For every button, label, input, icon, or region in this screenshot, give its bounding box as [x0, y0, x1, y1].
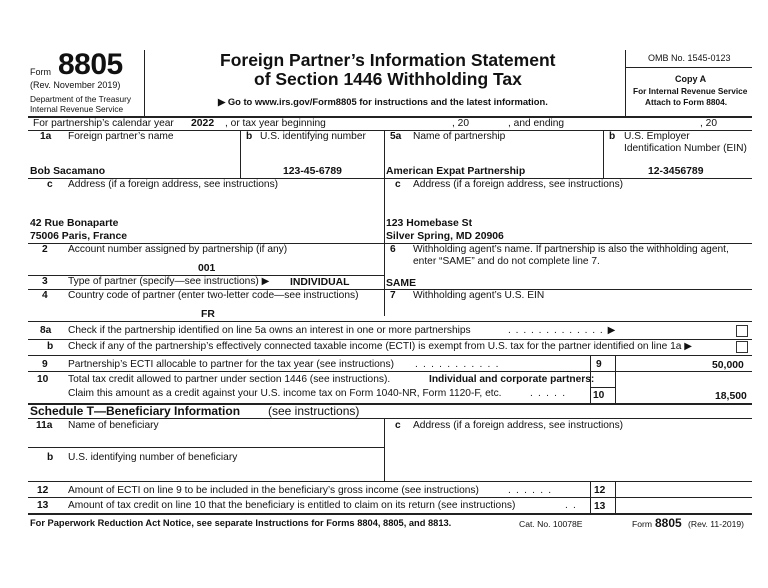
line-8a-checkbox[interactable] [736, 325, 748, 337]
department-line2: Internal Revenue Service [30, 104, 124, 114]
line-5c-label: Address (if a foreign address, see instructions) [413, 179, 624, 190]
line-9-box-number: 9 [596, 359, 602, 370]
tax-year-beginning: , or tax year beginning [225, 118, 326, 129]
line-6-number: 6 [390, 244, 396, 255]
partner-name-value[interactable]: Bob Sacamano [30, 166, 106, 177]
omb-number: OMB No. 1545-0123 [648, 53, 731, 63]
partnership-address-line2[interactable]: Silver Spring, MD 20906 [386, 231, 504, 242]
line-9-number: 9 [42, 359, 48, 370]
department-line1: Department of the Treasury [30, 94, 131, 104]
form-title-line2: of Section 1446 Withholding Tax [254, 69, 522, 89]
line-4-label: Country code of partner (enter two-letter code—see instructions) [68, 290, 359, 301]
line-12-dots: . . . . . . [508, 485, 553, 496]
form-revision: (Rev. November 2019) [30, 80, 121, 90]
partner-tin-value[interactable]: 123-45-6789 [283, 166, 342, 177]
line-10-label-b: Individual and corporate partners: [429, 374, 595, 385]
line-3-number: 3 [42, 276, 48, 287]
account-number-value[interactable]: 001 [198, 263, 216, 274]
line-12-number: 12 [37, 485, 49, 496]
line-1b-label: U.S. identifying number [260, 131, 366, 142]
line-8b-checkbox[interactable] [736, 341, 748, 353]
line-11c-number: c [395, 420, 401, 431]
line-11a-label: Name of beneficiary [68, 420, 159, 431]
partnership-name-value[interactable]: American Expat Partnership [386, 166, 526, 177]
line-1a-label: Foreign partner’s name [68, 131, 174, 142]
line-10-box-number: 10 [593, 390, 605, 401]
country-code-value[interactable]: FR [201, 309, 215, 320]
line-10-label2: Claim this amount as a credit against your U.S. income tax on Form 1040-NR, Form 1120-F, etc. [68, 388, 502, 399]
line-8a-label: Check if the partnership identified on line 5a owns an interest in one or more partnerships [68, 325, 471, 336]
line-11b-number: b [47, 452, 54, 463]
form-title-line1: Foreign Partner’s Information Statement [220, 50, 556, 70]
paperwork-notice: For Paperwork Reduction Act Notice, see separate Instructions for Forms 8804, 8805, and 8813. [30, 518, 452, 528]
line-11b-label: U.S. identifying number of beneficiary [68, 452, 238, 463]
line-7-number: 7 [390, 290, 396, 301]
tax-year-label: For partnership’s calendar year [33, 118, 174, 129]
line-5a-number: 5a [390, 131, 402, 142]
partner-type-value[interactable]: INDIVIDUAL [290, 277, 350, 288]
line-7-label: Withholding agent’s U.S. EIN [413, 290, 545, 301]
line-6-label2: enter “SAME” and do not complete line 7. [413, 256, 600, 267]
line-8b-label: Check if any of the partnership’s effectively connected taxable income (ECTI) is exempt from U.S. tax for the partner identified on line 1a ▶ [68, 341, 693, 352]
line-8a-number: 8a [40, 325, 52, 336]
line-13-box-number: 13 [594, 501, 606, 512]
form-word: Form [30, 67, 51, 77]
line-8b-number: b [47, 341, 54, 352]
copy-sub2: Attach to Form 8804. [645, 97, 728, 107]
form-number: 8805 [58, 48, 123, 81]
footer-form-number: 8805 [655, 516, 682, 530]
line-9-label: Partnership’s ECTI allocable to partner for the tax year (see instructions) [68, 359, 394, 370]
line-5b-label1: U.S. Employer [624, 131, 690, 142]
line-10-number: 10 [37, 374, 49, 385]
tax-year-value[interactable]: 2022 [191, 118, 215, 129]
schedule-t-title-sub: (see instructions) [268, 404, 360, 418]
line-11a-number: 11a [36, 420, 53, 431]
line-1a-number: 1a [40, 131, 52, 142]
catalog-number: Cat. No. 10078E [519, 519, 583, 529]
schedule-t-title: Schedule T—Beneficiary Information [30, 404, 241, 418]
line-9-dots: . . . . . . . . . . . [415, 359, 500, 370]
line-1c-label: Address (if a foreign address, see instructions) [68, 179, 279, 190]
tax-credit-value[interactable]: 18,500 [715, 391, 747, 402]
line-12-box-number: 12 [594, 485, 606, 496]
line-12-label: Amount of ECTI on line 9 to be included in the beneficiary’s gross income (see instructions) [68, 485, 479, 496]
line-13-dots: . . [565, 500, 578, 511]
line-10-label-a: Total tax credit allowed to partner under section 1446 (see instructions). [68, 374, 391, 385]
line-11c-label: Address (if a foreign address, see instructions) [413, 420, 624, 431]
partnership-address-line1[interactable]: 123 Homebase St [386, 218, 473, 229]
footer-revision: (Rev. 11-2019) [688, 519, 745, 529]
line-5b-label2: Identification Number (EIN) [624, 143, 747, 154]
line-5c-number: c [395, 179, 401, 190]
line-6-label1: Withholding agent’s name. If partnership is also the withholding agent, [413, 244, 729, 255]
partner-address-line1[interactable]: 42 Rue Bonaparte [30, 218, 119, 229]
line-2-label: Account number assigned by partnership (if any) [68, 244, 288, 255]
line-13-number: 13 [37, 500, 49, 511]
copy-sub1: For Internal Revenue Service [633, 86, 748, 96]
line-4-number: 4 [42, 290, 48, 301]
partnership-ein-value[interactable]: 12-3456789 [648, 166, 704, 177]
line-5a-label: Name of partnership [413, 131, 506, 142]
line-10-dots: . . . . . [530, 388, 567, 399]
line-1c-number: c [47, 179, 53, 190]
tax-year-comma-20a: , 20 [452, 118, 469, 129]
footer-form-word: Form [632, 519, 653, 529]
partner-address-line2[interactable]: 75006 Paris, France [30, 231, 128, 242]
line-8a-dots: . . . . . . . . . . . . . ▶ [508, 325, 617, 336]
line-5b-number: b [609, 131, 616, 142]
line-3-label: Type of partner (specify—see instructions) ▶ [68, 276, 270, 287]
tax-year-ending: , and ending [508, 118, 565, 129]
line-2-number: 2 [42, 244, 48, 255]
copy-label: Copy A [675, 74, 707, 84]
line-1b-number: b [246, 131, 253, 142]
withholding-agent-name-value[interactable]: SAME [386, 278, 417, 289]
ecti-value[interactable]: 50,000 [712, 360, 744, 371]
tax-year-comma-20b: , 20 [700, 118, 717, 129]
line-13-label: Amount of tax credit on line 10 that the beneficiary is entitled to claim on its return (see instructions) [68, 500, 516, 511]
instructions-link-text[interactable]: ▶ Go to www.irs.gov/Form8805 for instructions and the latest information. [218, 96, 548, 107]
